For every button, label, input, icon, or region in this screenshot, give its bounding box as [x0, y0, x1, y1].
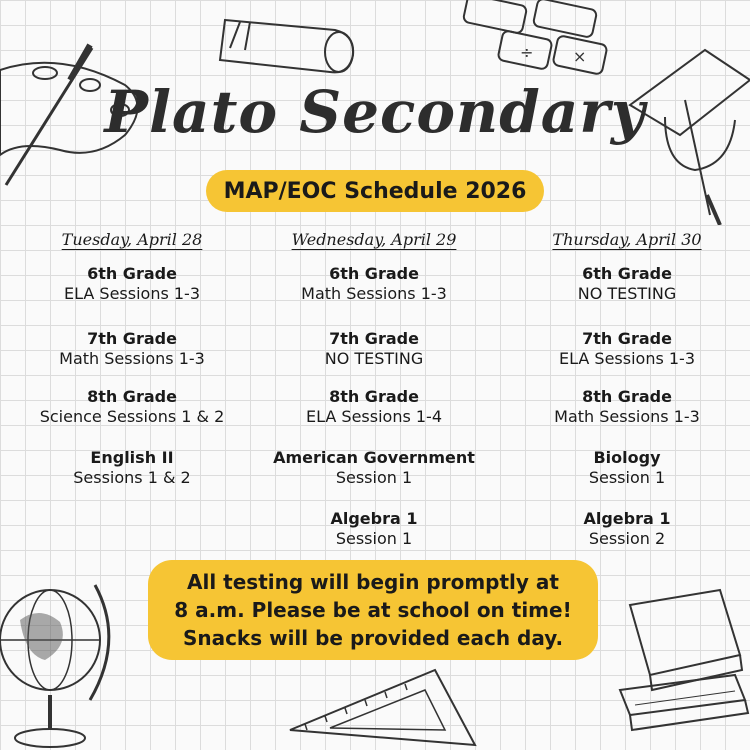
entry-test: ELA Sessions 1-3: [63, 284, 201, 303]
entry-grade: 6th Grade: [329, 264, 419, 283]
entry-grade: Biology: [593, 448, 661, 467]
entry-test: Math Sessions 1-3: [59, 349, 205, 368]
entry-grade: Algebra 1: [583, 509, 671, 528]
ruler-triangle-icon: [285, 650, 485, 750]
schedule-entry: [512, 387, 742, 427]
svg-text:×: ×: [573, 47, 587, 66]
book-stack-icon: [610, 585, 750, 750]
day-column-tuesday: [17, 226, 247, 487]
entry-grade: 6th Grade: [582, 264, 672, 283]
entry-test: Session 1: [335, 468, 413, 487]
schedule-entry: [259, 264, 489, 304]
entry-grade: English II: [90, 448, 174, 467]
day-heading: Wednesday, April 29: [291, 230, 457, 249]
entry-grade: 8th Grade: [582, 387, 672, 406]
notice-line: All testing will begin promptly at: [187, 570, 559, 594]
schedule-entry: [512, 448, 742, 488]
day-heading: Tuesday, April 28: [61, 230, 203, 249]
day-heading: Thursday, April 30: [552, 230, 702, 249]
entry-test: ELA Sessions 1-3: [558, 349, 696, 368]
entry-test: ELA Sessions 1-4: [305, 407, 443, 426]
entry-grade: Algebra 1: [330, 509, 418, 528]
globe-icon: [0, 570, 125, 750]
schedule-entry: [512, 329, 742, 369]
entry-test: Sessions 1 & 2: [73, 468, 191, 487]
entry-test: Session 1: [335, 529, 413, 548]
entry-test: Math Sessions 1-3: [554, 407, 700, 426]
entry-test: Session 2: [588, 529, 666, 548]
svg-text:÷: ÷: [520, 43, 534, 62]
entry-test: NO TESTING: [324, 349, 424, 368]
diploma-scroll-icon: [215, 0, 365, 80]
notice-line: Snacks will be provided each day.: [182, 626, 564, 650]
schedule-entry: [259, 387, 489, 427]
schedule-entry: [259, 509, 489, 549]
schedule-entry: [259, 448, 489, 488]
schedule-subtitle-badge: [206, 170, 544, 212]
schedule-entry: [259, 329, 489, 369]
entry-test: Math Sessions 1-3: [301, 284, 447, 303]
page-title: Plato Secondary: [104, 78, 646, 146]
schedule-entry: [512, 264, 742, 304]
entry-grade: American Government: [273, 448, 475, 467]
schedule-entry: [17, 448, 247, 488]
entry-test: Session 1: [588, 468, 666, 487]
entry-grade: 8th Grade: [329, 387, 419, 406]
day-column-wednesday: [259, 226, 489, 548]
schedule-entry: [512, 509, 742, 549]
calculator-keys-icon: [460, 0, 610, 75]
schedule-entry: [17, 387, 247, 427]
entry-test: Science Sessions 1 & 2: [39, 407, 225, 426]
schedule-subtitle: MAP/EOC Schedule 2026: [223, 178, 527, 204]
entry-grade: 6th Grade: [87, 264, 177, 283]
schedule-entry: [17, 264, 247, 304]
entry-grade: 7th Grade: [329, 329, 419, 348]
entry-test: NO TESTING: [577, 284, 677, 303]
entry-grade: 7th Grade: [87, 329, 177, 348]
day-column-thursday: [512, 226, 742, 548]
testing-notice: [148, 560, 598, 660]
schedule-entry: [17, 329, 247, 369]
entry-grade: 7th Grade: [582, 329, 672, 348]
notice-line: 8 a.m. Please be at school on time!: [174, 598, 572, 622]
entry-grade: 8th Grade: [87, 387, 177, 406]
